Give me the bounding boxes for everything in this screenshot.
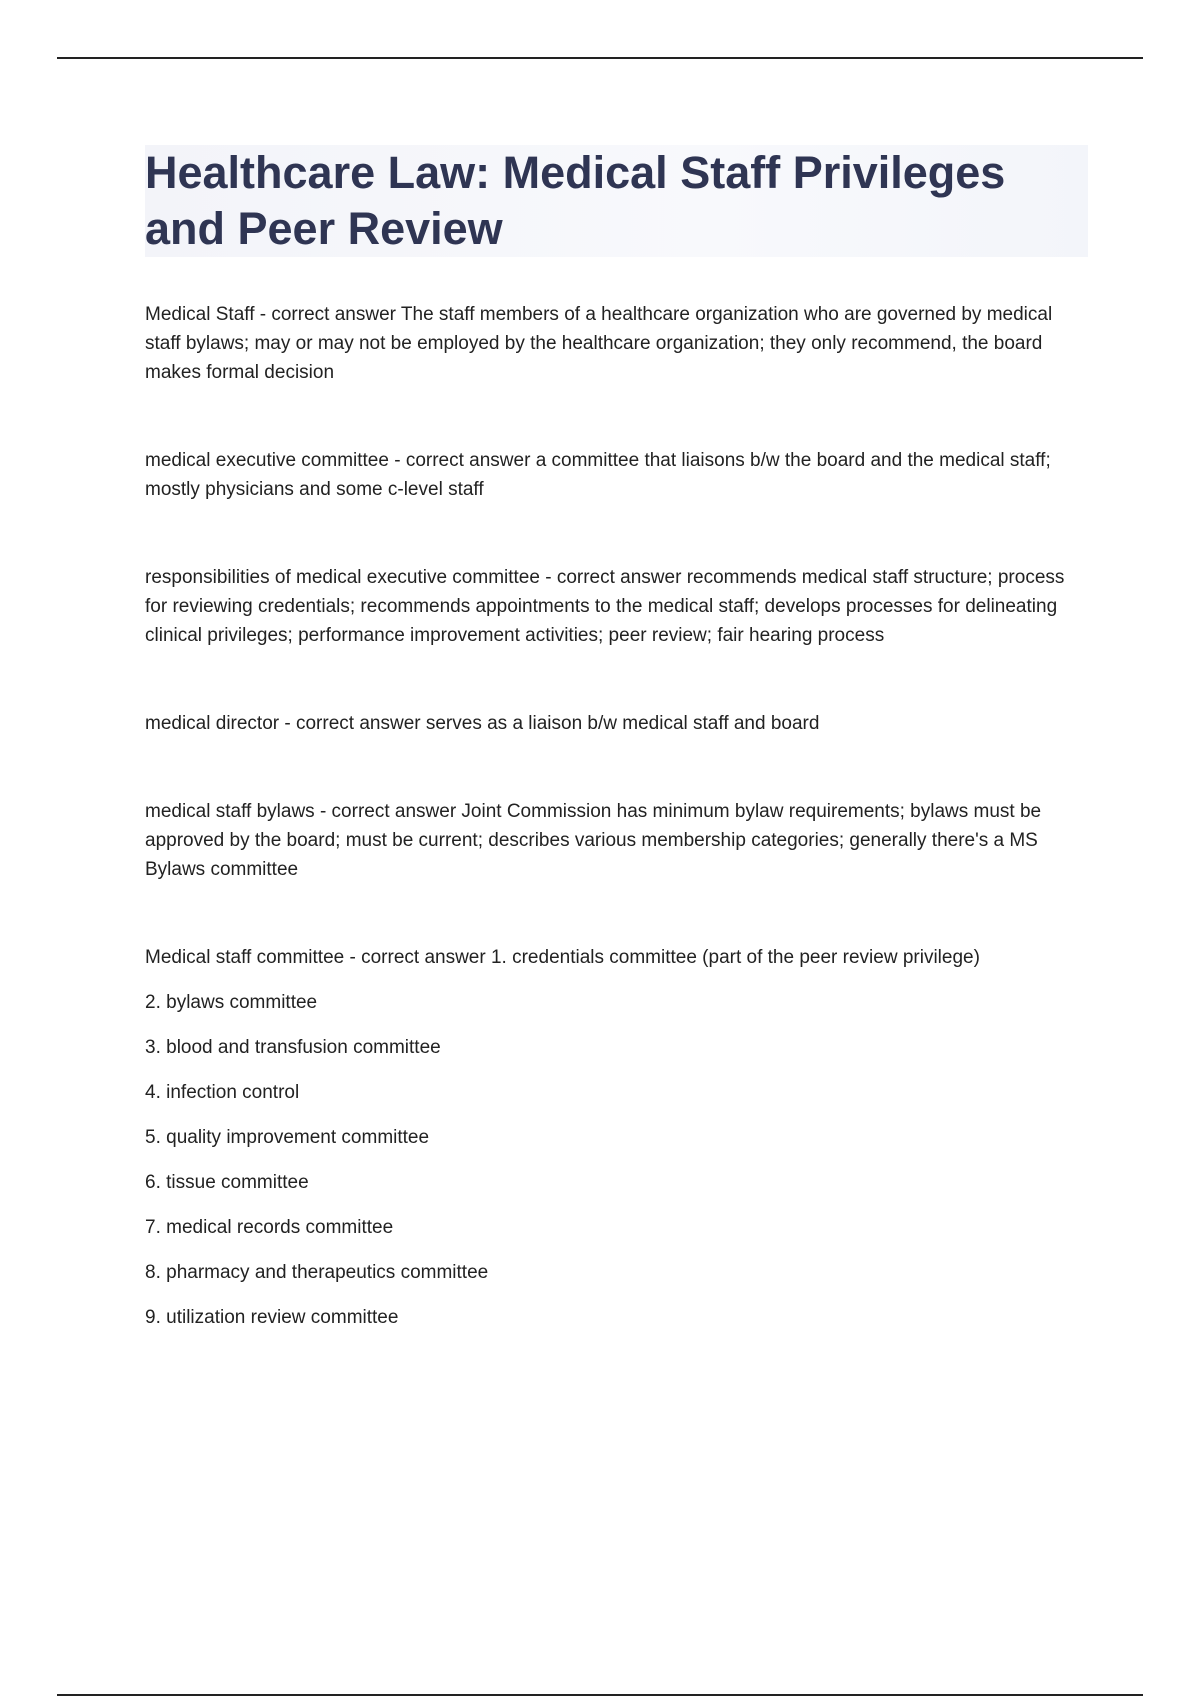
committee-list-item: 9. utilization review committee [145, 1307, 399, 1328]
entry-medical-director: medical director - correct answer serves as a liaison b/w medical staff and board [145, 713, 820, 734]
committee-list-item: 2. bylaws committee [145, 992, 318, 1013]
bottom-rule [57, 1694, 1143, 1696]
title-block [145, 145, 1088, 257]
top-rule [57, 57, 1143, 59]
committee-list-item: 8. pharmacy and therapeutics committee [145, 1262, 489, 1283]
document-title: Healthcare Law: Medical Staff Privileges and Peer Review [145, 147, 1006, 254]
committee-list-item: 6. tissue committee [145, 1172, 309, 1193]
committee-first-line: Medical staff committee - correct answer 1. credentials committee (part of the peer review privilege) [145, 947, 980, 968]
committee-list-item: 4. infection control [145, 1082, 300, 1103]
entry-medical-staff: Medical Staff - correct answer The staff members of a healthcare organization who are governed by medical staff bylaws; may or may not be employed by the healthcare organization; they only recommend, the board makes formal decision [145, 304, 1053, 383]
entry-medical-executive-committee: medical executive committee - correct answer a committee that liaisons b/w the board and the medical staff; mostly physicians and some c-level staff [145, 450, 1051, 500]
committee-list-item: 5. quality improvement committee [145, 1127, 430, 1148]
document-body [145, 300, 1085, 1332]
entry-responsibilities-mec: responsibilities of medical executive committee - correct answer recommends medical staff structure; process for reviewing credentials; recommends appointments to the medical staff; develops processes for delineating clinical privileges; performance improvement activities; peer review; fair hearing process [145, 567, 1065, 646]
entry-medical-staff-committee [145, 943, 1085, 1332]
committee-list-item: 3. blood and transfusion committee [145, 1037, 441, 1058]
committee-list-item: 7. medical records committee [145, 1217, 394, 1238]
entry-medical-staff-bylaws: medical staff bylaws - correct answer Joint Commission has minimum bylaw requirements; bylaws must be approved by the board; must be current; describes various membership categories; generally there's a MS Bylaws committee [145, 801, 1042, 880]
